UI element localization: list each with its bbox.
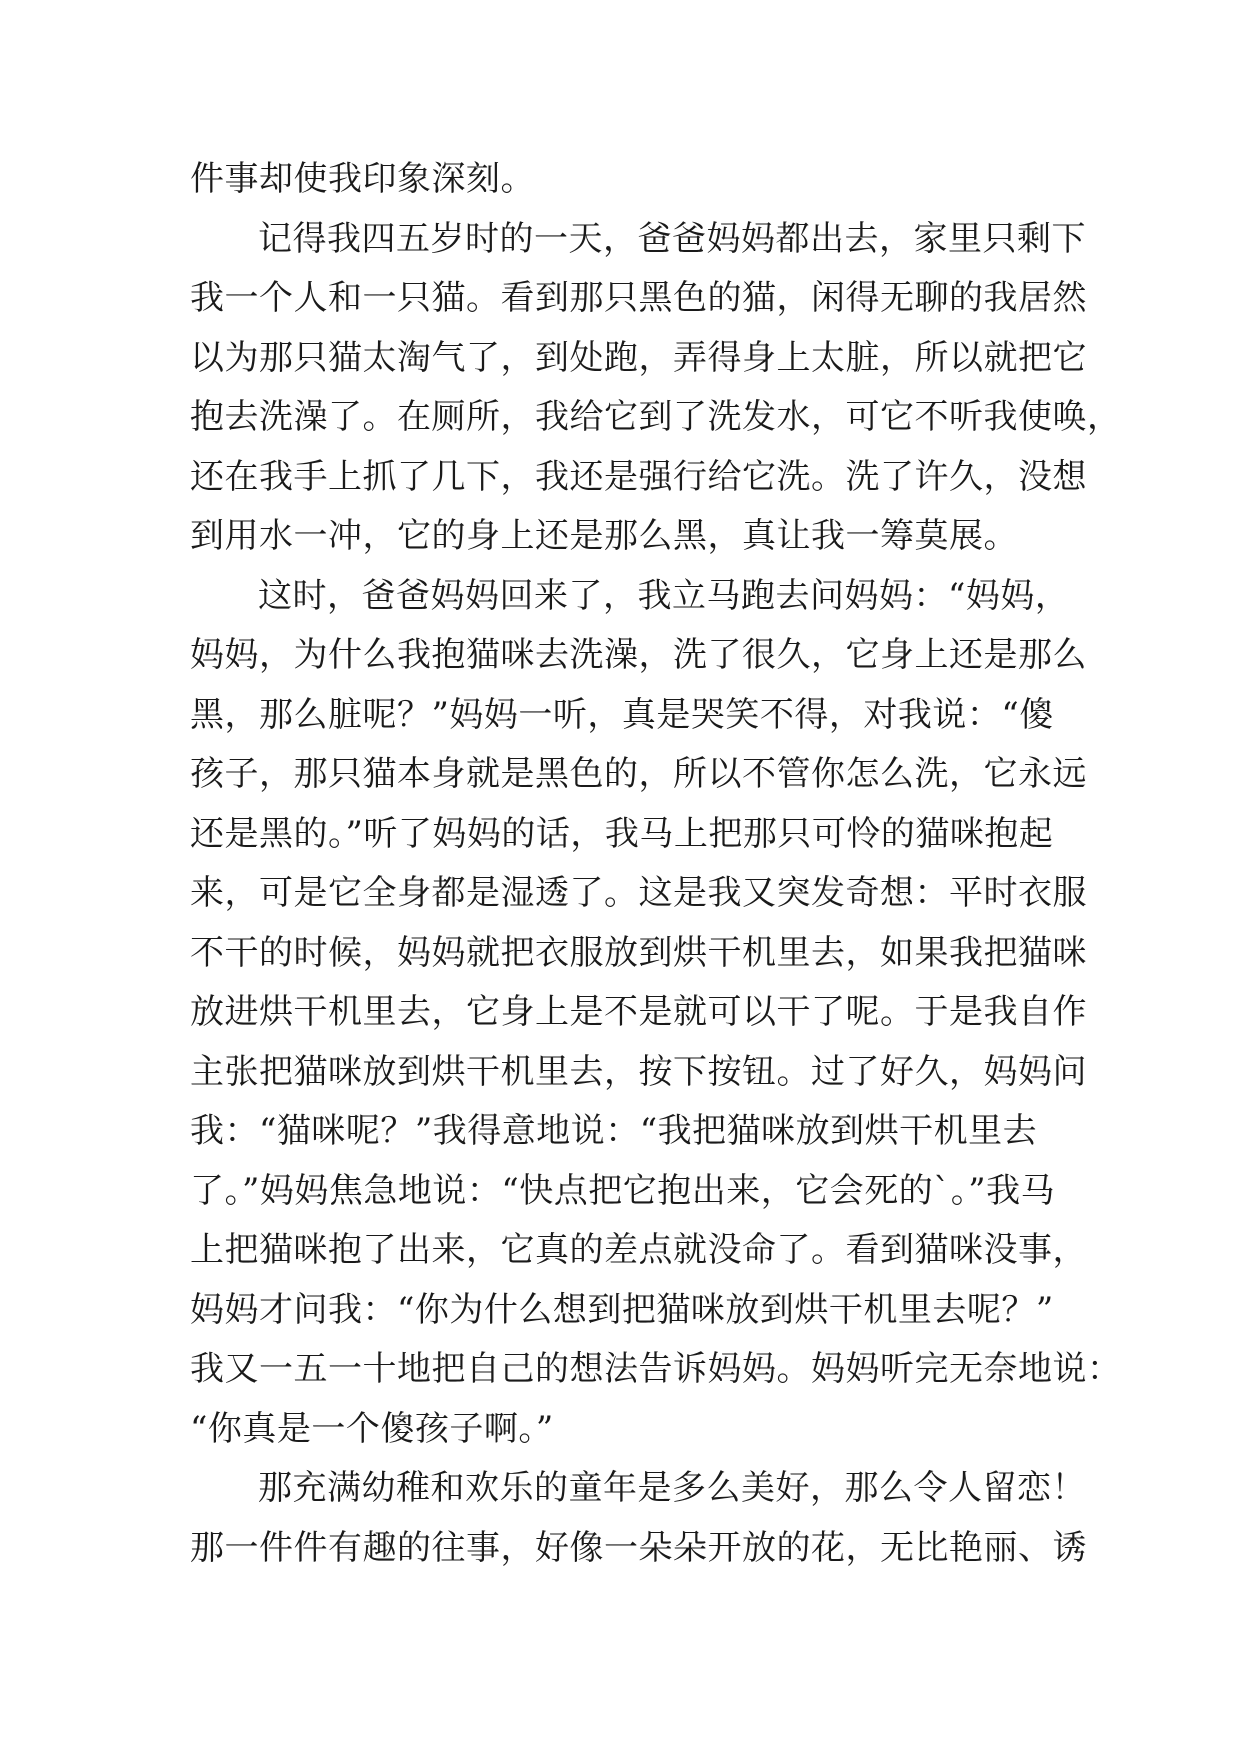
text-line: 以为那只猫太淘气了，到处跑，弄得身上太脏，所以就把它 [190,337,1087,378]
text-line: 那充满幼稚和欢乐的童年是多么美好，那么令人留恋！ [258,1468,1086,1508]
text-line: 不干的时候，妈妈就把衣服放到烘干机里去，如果我把猫咪 [190,932,1087,973]
text-line: 放进烘干机里去，它身上是不是就可以干了呢。于是我自作 [190,992,1087,1032]
text-line: 我：“猫咪呢？”我得意地说：“我把猫咪放到烘干机里去 [190,1111,1038,1151]
text-line: 我又一五一十地把自己的想法告诉妈妈。妈妈听完无奈地说： [190,1349,1122,1389]
text-line: 妈妈才问我：“你为什么想到把猫咪放到烘干机里去呢？” [190,1289,1054,1330]
text-line: 主张把猫咪放到烘干机里去，按下按钮。过了好久，妈妈问 [190,1051,1087,1092]
text-line: 件事却使我印象深刻。 [190,159,535,199]
text-line: 这时，爸爸妈妈回来了，我立马跑去问妈妈：“妈妈， [258,575,1070,616]
text-line: 黑，那么脏呢？”妈妈一听，真是哭笑不得，对我说：“傻 [190,694,1054,735]
text-line: 妈妈，为什么我抱猫咪去洗澡，洗了很久，它身上还是那么 [190,635,1087,675]
text-line: 了。”妈妈焦急地说：“快点把它抱出来，它会死的`。”我马 [190,1170,1056,1211]
document-body [190,150,1122,1578]
text-line: 上把猫咪抱了出来，它真的差点就没命了。看到猫咪没事， [190,1230,1087,1270]
text-line: 我一个人和一只猫。看到那只黑色的猫，闲得无聊的我居然 [190,278,1087,318]
text-line: 到用水一冲，它的身上还是那么黑，真让我一筹莫展。 [190,516,1018,556]
text-line: 孩子，那只猫本身就是黑色的，所以不管你怎么洗，它永远 [190,754,1087,794]
text-line: 那一件件有趣的往事，好像一朵朵开放的花，无比艳丽、诱 [190,1527,1087,1568]
text-line: “你真是一个傻孩子啊。” [190,1408,554,1449]
text-line: 还在我手上抓了几下，我还是强行给它洗。洗了许久，没想 [190,456,1087,497]
text-line: 记得我四五岁时的一天，爸爸妈妈都出去，家里只剩下 [258,218,1086,259]
text-line: 抱去洗澡了。在厕所，我给它到了洗发水，可它不听我使唤， [190,397,1122,437]
text-line: 还是黑的。”听了妈妈的话，我马上把那只可怜的猫咪抱起 [190,813,1054,854]
text-line: 来，可是它全身都是湿透了。这是我又突发奇想：平时衣服 [190,873,1087,913]
